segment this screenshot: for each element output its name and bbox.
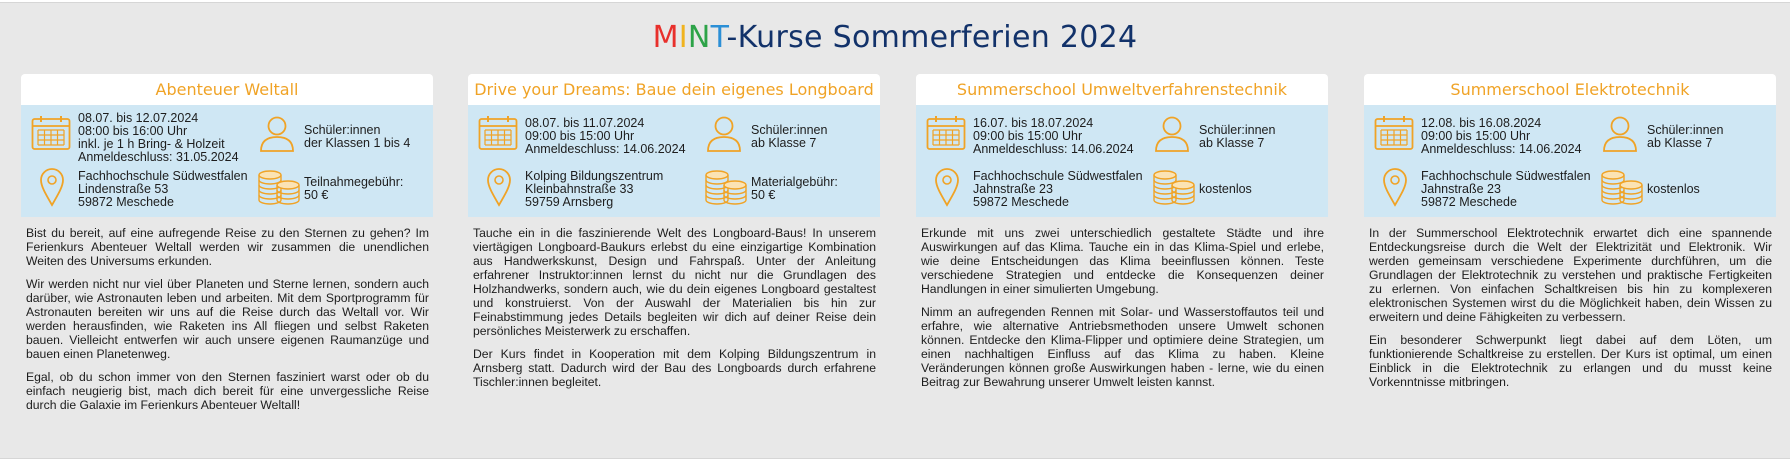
page-title bbox=[0, 20, 1790, 55]
fee-line: kostenlos bbox=[1647, 182, 1700, 196]
course-card-longboard bbox=[468, 74, 880, 398]
location-line: Fachhochschule Südwestfalen bbox=[78, 169, 248, 183]
description-paragraph: Egal, ob du schon immer von den Sternen fasziniert warst oder ob du einfach neugierig bist, mach dich bereit für eine unvergessliche Reise durch die Galaxie im Ferienkurs Abenteuer Weltall! bbox=[26, 370, 429, 412]
course-title: Summerschool Umweltverfahrenstechnik bbox=[916, 74, 1328, 105]
location-line: Fachhochschule Südwestfalen bbox=[973, 169, 1143, 183]
fee-line: 50 € bbox=[304, 188, 329, 202]
calendar-icon bbox=[478, 115, 518, 156]
title-letter-m: M bbox=[652, 20, 679, 55]
course-dates: 16.07. bis 18.07.2024 bbox=[973, 116, 1094, 130]
location-line: Kolping Bildungszentrum bbox=[525, 169, 664, 183]
location-line: 59872 Meschede bbox=[973, 195, 1069, 209]
description-paragraph: Bist du bereit, auf eine aufregende Reise zu den Sternen zu gehen? Im Ferienkurs Abenteuer Weltall werden wir zusammen die unendlichen Weiten des Universums erkunden. bbox=[26, 226, 429, 268]
description-paragraph: Tauche ein in die faszinierende Welt des Longboard-Baus! In unserem viertägigen Longboard-Baukurs erlebst du eine einzigartige Kombination aus Handwerkskunst, Design und Fahrspaß. Unter der Anleitung erfahrener Instruktor:innen lernst du nicht nur die Grundlagen des Holzhandwerks, sondern auch, wie du dein eigenes Longboard gestaltest und konstruierst. Von der Auswahl der Materialien bis hin zur Feinabstimmung jedes Details begleiten wir dich auf deiner Reise dein persönliches Meisterwerk zu erschaffen. bbox=[473, 226, 876, 338]
coins-icon bbox=[257, 169, 301, 210]
location-line: Lindenstraße 53 bbox=[78, 182, 169, 196]
location-line: 59759 Arnsberg bbox=[525, 195, 614, 209]
location-pin-icon bbox=[39, 167, 65, 212]
location-pin-icon bbox=[1382, 167, 1408, 212]
calendar-icon bbox=[1374, 115, 1414, 156]
course-dates: 08.07. bis 11.07.2024 bbox=[525, 116, 645, 130]
description-paragraph: In der Summerschool Elektrotechnik erwartet dich eine spannende Entdeckungsreise durch die Welt der Elektrizität und Elektronik. Wir werden gemeinsam verschiedene Experimente durchführen, um die Grundlagen der Elektrotechnik zu verstehen und praktische Fertigkeiten zu erlernen. Von einfachen Schaltkreisen bis hin zu komplexeren elektronischen Systemen wirst du die Möglichkeit haben, dein Wissen zu erweitern und deine Fähigkeiten zu verbessern. bbox=[1369, 226, 1772, 324]
course-title: Summerschool Elektrotechnik bbox=[1364, 74, 1776, 105]
description-paragraph: Ein besonderer Schwerpunkt liegt dabei auf dem Löten, um funktionierende Schaltkreise zu erstellen. Der Kurs ist optimal, um einen Einblick in die Elektrotechnik zu erlangen und du musst keine Vorkenntnisse mitbringen. bbox=[1369, 333, 1772, 389]
course-times-note: inkl. je 1 h Bring- & Holzeit bbox=[78, 137, 225, 151]
course-times: 09:00 bis 15:00 Uhr bbox=[1421, 129, 1531, 143]
course-deadline: Anmeldeschluss: 14.06.2024 bbox=[1421, 142, 1582, 156]
course-info-box bbox=[916, 105, 1328, 217]
course-times: 09:00 bis 15:00 Uhr bbox=[525, 129, 635, 143]
course-info-box bbox=[468, 105, 880, 217]
fee-line: Teilnahmegebühr: bbox=[304, 175, 404, 189]
title-letter-i: I bbox=[678, 20, 688, 55]
description-paragraph: Der Kurs findet in Kooperation mit dem Kolping Bildungszentrum in Arnsberg statt. Dadurch wird der Bau des Longboards durch erfahrene Tischler:innen begleitet. bbox=[473, 347, 876, 389]
location-pin-icon bbox=[934, 167, 960, 212]
course-times: 09:00 bis 15:00 Uhr bbox=[973, 129, 1083, 143]
location-line: Jahnstraße 23 bbox=[1421, 182, 1501, 196]
course-title: Drive your Dreams: Baue dein eigenes Longboard bbox=[468, 74, 880, 105]
person-icon bbox=[1602, 115, 1638, 158]
audience-line: Schüler:innen bbox=[304, 123, 381, 137]
person-icon bbox=[1154, 115, 1190, 158]
course-info-box bbox=[1364, 105, 1776, 217]
course-card-weltall bbox=[21, 74, 433, 421]
course-description bbox=[1364, 217, 1776, 389]
audience-line: der Klassen 1 bis 4 bbox=[304, 136, 411, 150]
course-deadline: Anmeldeschluss: 31.05.2024 bbox=[78, 150, 239, 164]
description-paragraph: Nimm an aufregenden Rennen mit Solar- und Wasserstoffautos teil und erfahre, wie alternative Antriebsmethoden unsere Umwelt schonen können. Entdecke den Klima-Flipper und optimiere deine Strategien, um einen nachhaltigen Einfluss auf das Klima zu haben. Kleine Veränderungen können große Auswirkungen haben - lerne, wie du einen Beitrag zur Bewahrung unserer Umwelt leisten kannst. bbox=[921, 305, 1324, 389]
coins-icon bbox=[1600, 169, 1644, 210]
audience-line: ab Klasse 7 bbox=[1199, 136, 1265, 150]
fee-line: kostenlos bbox=[1199, 182, 1252, 196]
person-icon bbox=[259, 115, 295, 158]
course-deadline: Anmeldeschluss: 14.06.2024 bbox=[973, 142, 1134, 156]
person-icon bbox=[706, 115, 742, 158]
location-line: Fachhochschule Südwestfalen bbox=[1421, 169, 1591, 183]
description-paragraph: Erkunde mit uns zwei unterschiedlich gestaltete Städte und ihre Auswirkungen auf das Klima. Tauche ein in das Klima-Spiel und erlebe, wie deine Entscheidungen das Klima beeinflussen können. Teste verschiedene Strategien und entdecke die Konsequenzen deiner Handlungen in einer simulierten Umgebung. bbox=[921, 226, 1324, 296]
location-line: Kleinbahnstraße 33 bbox=[525, 182, 634, 196]
title-letter-t: T bbox=[710, 20, 727, 55]
location-line: 59872 Meschede bbox=[78, 195, 174, 209]
course-description bbox=[916, 217, 1328, 389]
description-paragraph: Wir werden nicht nur viel über Planeten und Sterne lernen, sondern auch darüber, wie Astronauten leben und arbeiten. Mit dem Sportprogramm für Astronauten bereiten wir uns auf die Reise durch das Weltall vor. Wir werden herausfinden, wie Raketen ins All fliegen und selbst Raketen bauen. Vielleicht entwerfen wir auch unsere eigenen Raumanzüge und bauen einen Planetenweg. bbox=[26, 277, 429, 361]
audience-line: ab Klasse 7 bbox=[751, 136, 817, 150]
course-title: Abenteuer Weltall bbox=[21, 74, 433, 105]
audience-line: Schüler:innen bbox=[1647, 123, 1724, 137]
location-line: Jahnstraße 23 bbox=[973, 182, 1053, 196]
course-times: 08:00 bis 16:00 Uhr bbox=[78, 124, 188, 138]
calendar-icon bbox=[31, 115, 71, 156]
title-rest: -Kurse Sommerferien 2024 bbox=[726, 20, 1138, 55]
course-dates: 12.08. bis 16.08.2024 bbox=[1421, 116, 1542, 130]
course-dates: 08.07. bis 12.07.2024 bbox=[78, 111, 199, 125]
course-description bbox=[468, 217, 880, 389]
coins-icon bbox=[1152, 169, 1196, 210]
course-card-elektrotechnik bbox=[1364, 74, 1776, 398]
audience-line: Schüler:innen bbox=[751, 123, 828, 137]
location-line: 59872 Meschede bbox=[1421, 195, 1517, 209]
coins-icon bbox=[704, 169, 748, 210]
location-pin-icon bbox=[486, 167, 512, 212]
audience-line: ab Klasse 7 bbox=[1647, 136, 1713, 150]
fee-line: Materialgebühr: bbox=[751, 175, 838, 189]
course-deadline: Anmeldeschluss: 14.06.2024 bbox=[525, 142, 686, 156]
audience-line: Schüler:innen bbox=[1199, 123, 1276, 137]
title-letter-n: N bbox=[687, 20, 711, 55]
course-card-umweltverfahrenstechnik bbox=[916, 74, 1328, 398]
fee-line: 50 € bbox=[751, 188, 776, 202]
calendar-icon bbox=[926, 115, 966, 156]
course-description bbox=[21, 217, 433, 412]
course-info-box bbox=[21, 105, 433, 217]
